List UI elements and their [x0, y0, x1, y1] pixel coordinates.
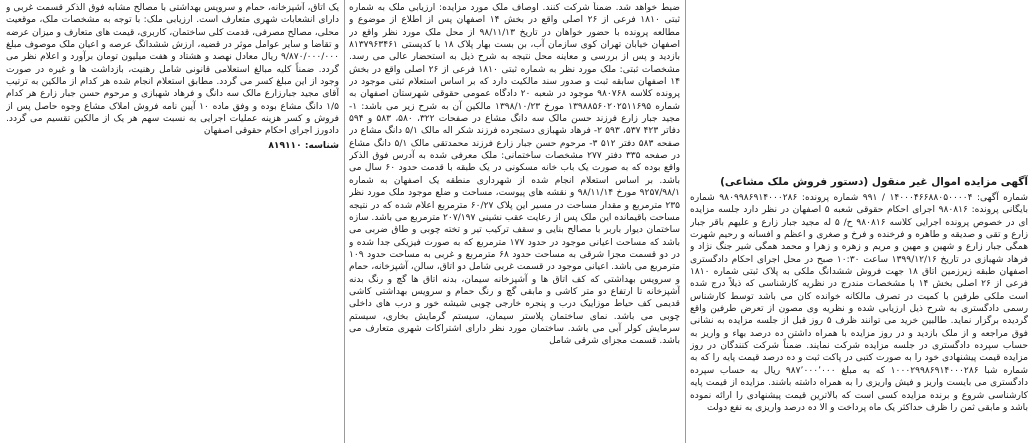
column-divider [685, 0, 686, 443]
notice-id: شناسه: ۸۱۹۱۱۰ [268, 140, 339, 151]
middle-column [349, 2, 680, 442]
middle-column-paragraph: ضبط خواهد شد. ضمناً شرکت کنند. اوصاف ملک مورد مزایده: ارزیابی ملک به شماره ثبتی ۱۸۱۰ فرعی از ۲۶ اصلی واقع در بخش ۱۴ اصفهان پس از اطلاع از موضوع و مطالعه پرونده با حضور خواهان در تاریخ ۹۸/۱۱/۱۳ از محل ملک مورد نظر واقع در اصفهان خیابان تهران کوی سازمان آب، بن بست بهار پلاک ۱۸ با کدپستی ۸۱۳۷۹۶۳۴۶۱ بازدید و پس از بررسی و معاینه محل نتیجه به شرح ذیل به استحضار عالی می رسد. مشخصات ثبتی: ملک مورد نظر به شماره ثبتی ۱۸۱۰ فرعی از ۲۶ اصلی واقع در بخش ۱۴ اصفهان سابقه ثبت و صدور سند مالکیت دارد که بر اساس استعلام ثبتی موجود در پرونده کلاسه ۹۸۰۷۶۸ موجود در شعبه ۲۰ دادگاه عمومی حقوقی شهرستان اصفهان به شماره ۱۳۹۸۸۵۶۰۲۰۲۵۱۱۶۹۵ مورخ ۱۳۹۸/۱۰/۲۳ مالکین آن به شرح زیر می باشد: ۱- مجید جبار زارع فرزند حسن مالک سه دانگ مشاع در صفحات ۳۲۲، ۵۸۰، ۵۸۳ و ۵۹۴ دفاتر ۴۲۳ ۵۳۷، ۵۹۳ ۲- فرهاد شهبازی دستجرده فرزند شکر اله مالک ۵/۱ دانگ مشاع در صفحه ۵۸۳ دفتر ۵۱۲ ۳- مرحوم حسن جبار زارع فرزند محمدتقی مالک ۵/۱ دانگ مشاع در صفحه ۳۳۵ دفتر ۲۷۷ مشخصات ساختمانی: ملک معرفی شده به آدرس فوق الذکر واقع بوده که به صورت یک باب خانه مسکونی در یک طبقه با قدمت حدود ۶۰ سال می باشد. بر اساس استعلام انجام شده از شهرداری منطقه یک اصفهان به شماره ۹۲۵۷/۹۸/۱ مورخ ۹۸/۱۱/۱۴ و نقشه های پیوست، مساحت و ضلع موجود ملک مورد نظر ۲۳۵ مترمربع و مقدار مساحت در مسیر این پلاک ۶۰/۲۷ مترمربع اعلام شده که در نتیجه مساحت باقیمانده این ملک پس از رعایت عقب نشینی ۲۰۷/۱۹۷ مترمربع می باشد. سازه ساختمان دیوار باربر با مصالح بنایی و سقف ترکیب تیر و تخته چوبی و طاق ضربی می باشد که مساحت اعیانی موجود در حدود ۱۷۷ مترمربع که به صورت فیزیکی جدا شده و در دو قسمت مجزا شرقی به مساحت حدود ۶۸ مترمربع و غربی به مساحت حدود ۱۰۹ مترمربع می باشد. اعیانی موجود در قسمت غربی شامل دو اتاق، سالن، آشپزخانه، حمام و سرویس بهداشتی که کف اتاق ها و آشپزخانه سیمان، بدنه اتاق ها گچ و رنگ بدنه آشپزخانه تا ارتفاع دو متر کاشی و مابقی گچ و رنگ حمام و سرویس بهداشتی کاشی قدیمی کف حیاط موزاییک درب و پنجره خارجی چوبی شیشه خور و درب های داخلی چوبی می باشد. نمای ساختمان پلاستر سیمان، سیستم گرمایش بخاری، سیستم سرمایش کولر آبی می باشد. ساختمان مورد نظر دارای اشتراکات شهری متعارف می باشد. قسمت مجزای شرقی شامل [349, 3, 680, 347]
left-column [6, 2, 339, 442]
auction-headline: آگهی مزایده اموال غیر منقول (دستور فروش ملک مشاعی) [720, 176, 1028, 188]
column-top-space [690, 2, 1028, 174]
column-divider [344, 0, 345, 443]
right-column-paragraph: شماره آگهی: ۱۴۰۰۰۴۶۶۸۸۰۵۰۰۰۰۴ / ۹۹۱ شماره پرونده: ۹۸۰۹۹۸۶۹۱۴۰۰۰۲۸۶ شماره بایگانی پرونده: ۹۸۰۸۱۶ اجرای احکام حقوقی شعبه ۵ اصفهان در نظر دارد جلسه مزایده ای در خصوص پرونده اجرایی کلاسه ۹۸۰۸۱۶ ح/ ۵ له مجید جبار زارع و علیهم باقر جبار زارع و تقی و صدیقه و طاهره و فرخنده و فرخ و صغری و اعظم و افسانه و رحیم شهرت همگی جبار زارع و شهین و مهین و مریم و زهره و زهرا و محمد همگی شیر جنگ نژاد و فرهاد شهبازی در تاریخ ۱۳۹۹/۱۲/۱۶ ساعت ۱۰:۳۰ صبح در محل اجرای احکام دادگستری اصفهان طبقه زیرزمین اتاق ۱۸ جهت فروش ششدانگ ملکی به پلاک ثبتی شماره ۱۸۱۰ فرعی از ۲۶ اصلی بخش ۱۴ با مشخصات مندرج در نظریه کارشناسی که ذیلاً درج شده است ملکی طرفین با کمیت در تصرف مالکانه خوانده کان می باشد توسط کارشناس رسمی دادگستری به شرح ذیل ارزیابی شده و نظریه وی مصون از تعرض طرفین واقع گردیده برگزار نماید. طالبین خرید می توانند ظرف ۵ روز قبل از جلسه مزایده به نشانی فوق مراجعه و از ملک بازدید و در روز مزایده با همراه داشتن ده درصد بهاء و واریز به حساب سپرده دادگستری در جلسه مزایده شرکت نمایند. ضمناً شرکت کنندگان در روز مزایده قیمت پیشنهادی خود را به صورت کتبی در پاکت ثبت و ده درصد قیمت پایه را که به شماره شبا ۱۰۰۰۲۹۹۸۶۹۱۴۰۰۰۲۸۶ که به مبلغ ۹۸۷٬۰۰۰٬۰۰۰ ریال به حساب سپرده دادگستری می بایست واریز و فیش واریزی را به همراه داشته باشند. مزایده از قیمت پایه کارشناسی شروع و برنده مزایده کسی است که بالاترین قیمت پیشنهادی را ارائه نموده باشد و مابقی ثمن را ظرف حداکثر یک ماه پرداخت و الا ده درصد واریزی به نفع دولت [690, 193, 1028, 413]
right-column [690, 2, 1028, 442]
left-column-paragraph: یک اتاق، آشپزخانه، حمام و سرویس بهداشتی با مصالح مشابه فوق الذکر قسمت غربی و دارای انشعابات شهری متعارف است. ارزیابی ملک: با توجه به مشخصات ملک، موقعیت محلی، مصالح مصرفی، قدمت کلی ساختمان، کاربری، قیمت های متعارف و میزان عرضه و تقاضا و سایر عوامل موثر در قضیه، ارزش ششدانگ عرصه و اعیان ملک موصوف مبلغ ۹/۸۷۰/۰۰۰/۰۰۰ ریال معادل نهصد و هشتاد و هفت میلیون تومان برآورد و اعلام نظر می گردد. ضمناً کلیه مبالغ استعلامی قانونی شامل رهنیت، بازداشت ها و غیره در صورت وجود از این مبلغ کسر می گردد. مطابق استعلام انجام شده هر کدام از مالکین به ترتیب آقای مجید جبارزارع مالک سه دانگ و فرهاد شهبازی و مرحوم حسن جبار زارع هر کدام ۱/۵ دانگ مشاع بوده و وفق ماده ۱۰ آیین نامه فروش املاک مشاع وجوه حاصل پس از فروش و کسر هزینه عملیات اجرایی به نسبت سهم هر یک از مالکین تقسیم می گردد. دادورز اجرای احکام حقوقی اصفهان [6, 3, 339, 137]
